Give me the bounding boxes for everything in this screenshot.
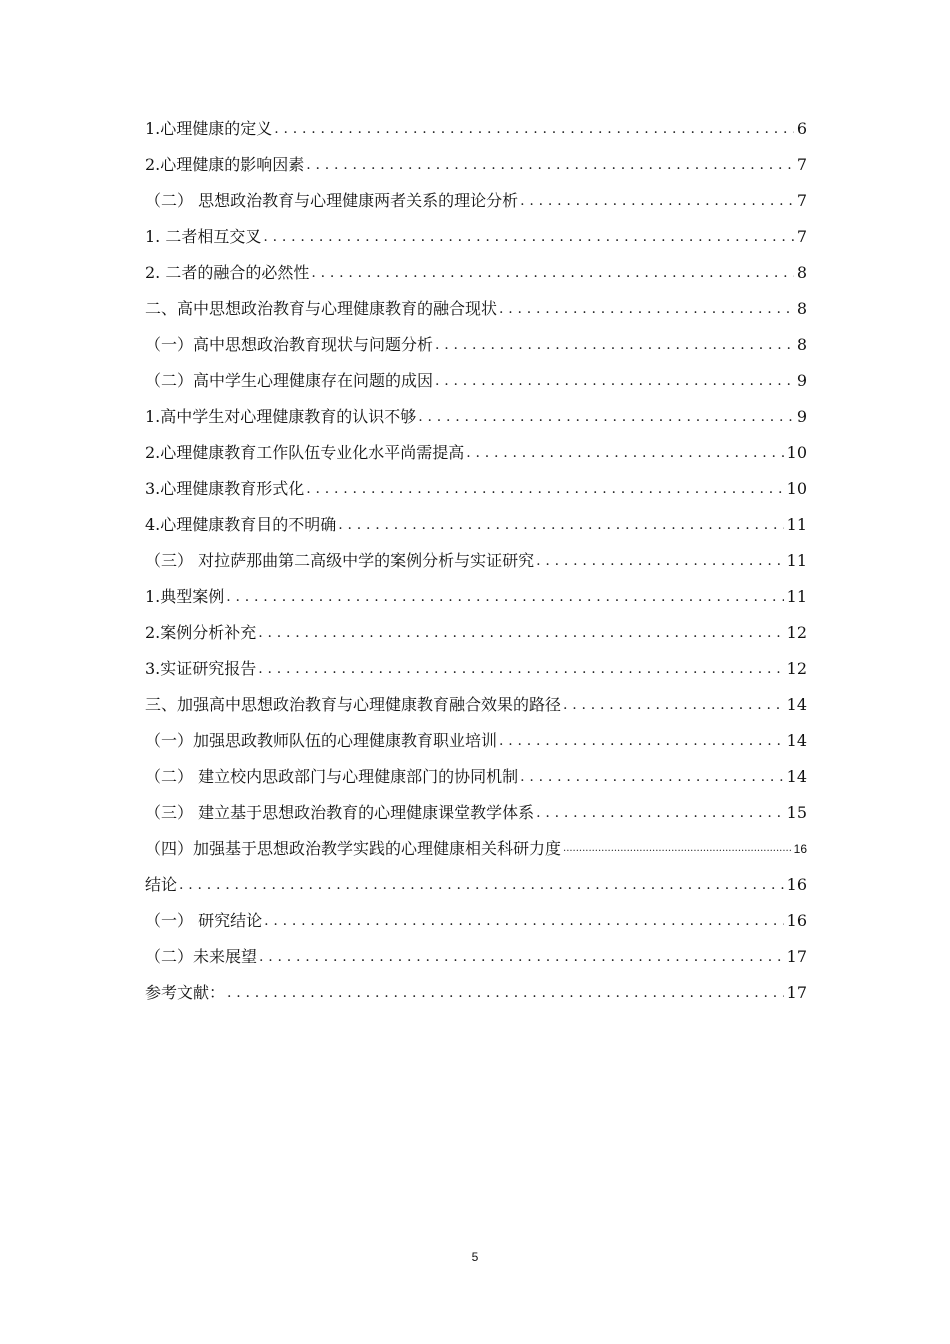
toc-leader-dots [497,299,794,319]
toc-entry-title: 2.案例分析补充 [145,623,257,642]
toc-entry[interactable] [145,760,807,796]
table-of-contents [145,112,807,1012]
toc-entry-title: （一）高中思想政治教育现状与问题分析 [145,335,434,354]
page-number: 5 [471,1250,479,1264]
toc-entry[interactable] [145,256,807,292]
toc-entry-page: 12 [786,623,807,642]
toc-entry-page: 9 [796,371,807,390]
toc-entry-title: 3.实证研究报告 [145,659,257,678]
toc-entry-page: 12 [786,659,807,678]
toc-leader-dots [561,839,791,859]
toc-entry-title: （四）加强基于思想政治教学实践的心理健康相关科研力度 [145,839,562,858]
toc-entry-page: 8 [796,335,807,354]
toc-leader-dots [464,443,783,463]
toc-entry[interactable] [145,148,807,184]
toc-entry[interactable] [145,508,807,544]
toc-entry-title: 2.心理健康的影响因素 [145,155,305,174]
toc-entry-title: 1. 二者相互交叉 [145,227,262,246]
toc-entry-title: （一）加强思政教师队伍的心理健康教育职业培训 [145,731,498,750]
toc-leader-dots [518,191,794,211]
toc-entry-title: 4.心理健康教育目的不明确 [145,515,337,534]
toc-entry-page: 14 [786,767,807,786]
toc-entry-page: 7 [796,155,807,174]
toc-leader-dots [416,407,794,427]
toc-entry-page: 6 [796,119,807,138]
toc-entry[interactable] [145,976,807,1012]
toc-leader-dots [518,767,784,787]
toc-leader-dots [257,947,784,967]
toc-entry[interactable] [145,940,807,976]
toc-entry[interactable] [145,292,807,328]
toc-entry-page: 10 [786,479,807,498]
toc-entry[interactable] [145,724,807,760]
toc-entry[interactable] [145,220,807,256]
toc-entry-title: 2. 二者的融合的必然性 [145,263,310,282]
toc-entry[interactable] [145,868,807,904]
toc-entry[interactable] [145,796,807,832]
toc-leader-dots [177,875,784,895]
toc-entry[interactable] [145,400,807,436]
toc-entry-page: 15 [786,803,807,822]
toc-leader-dots [433,371,794,391]
toc-entry-page: 14 [786,731,807,750]
toc-leader-dots [433,335,794,355]
toc-entry-title: （三） 建立基于思想政治教育的心理健康课堂教学体系 [145,803,535,822]
toc-entry-page: 11 [786,515,807,534]
toc-entry-page: 14 [786,695,807,714]
toc-leader-dots [262,911,784,931]
toc-entry-page: 11 [786,551,807,570]
toc-entry-page: 7 [796,191,807,210]
toc-leader-dots [304,155,794,175]
toc-entry[interactable] [145,580,807,616]
toc-entry-title: 二、高中思想政治教育与心理健康教育的融合现状 [145,299,498,318]
toc-leader-dots [309,263,793,283]
toc-leader-dots [497,731,784,751]
toc-entry-title: 1.心理健康的定义 [145,119,273,138]
toc-leader-dots [534,803,784,823]
toc-leader-dots [256,659,783,679]
toc-leader-dots [304,479,783,499]
toc-entry-page: 8 [796,299,807,318]
toc-entry-title: 3.心理健康教育形式化 [145,479,305,498]
toc-leader-dots [534,551,784,571]
toc-entry-title: （一） 研究结论 [145,911,263,930]
toc-entry[interactable] [145,472,807,508]
toc-leader-dots [225,983,784,1003]
toc-entry-title: 参考文献： [145,983,226,1002]
toc-entry[interactable] [145,904,807,940]
toc-entry[interactable] [145,688,807,724]
toc-entry-title: （二） 思想政治教育与心理健康两者关系的理论分析 [145,191,519,210]
toc-entry[interactable] [145,616,807,652]
toc-leader-dots [272,119,794,139]
toc-entry-title: （三） 对拉萨那曲第二高级中学的案例分析与实证研究 [145,551,535,570]
toc-entry-title: 1.高中学生对心理健康教育的认识不够 [145,407,417,426]
toc-entry-page: 16 [786,911,807,930]
toc-entry-page: 11 [786,587,807,606]
toc-entry[interactable] [145,652,807,688]
toc-entry[interactable] [145,544,807,580]
toc-entry-page: 17 [786,947,807,966]
toc-leader-dots [561,695,784,715]
toc-entry-title: （二）高中学生心理健康存在问题的成因 [145,371,434,390]
toc-entry[interactable] [145,184,807,220]
toc-entry-page: 9 [796,407,807,426]
toc-entry-page: 16 [793,842,807,856]
toc-entry-title: （二）未来展望 [145,947,258,966]
toc-entry[interactable] [145,832,807,868]
toc-leader-dots [256,623,783,643]
toc-entry[interactable] [145,328,807,364]
toc-entry-title: 1.典型案例 [145,587,225,606]
toc-entry-page: 17 [786,983,807,1002]
toc-entry-title: 结论 [145,875,178,894]
toc-entry-title: 三、加强高中思想政治教育与心理健康教育融合效果的路径 [145,695,562,714]
toc-entry-title: 2.心理健康教育工作队伍专业化水平尚需提高 [145,443,465,462]
toc-entry[interactable] [145,112,807,148]
toc-entry[interactable] [145,364,807,400]
toc-leader-dots [224,587,783,607]
toc-entry-page: 16 [786,875,807,894]
toc-entry-page: 10 [786,443,807,462]
toc-entry-title: （二） 建立校内思政部门与心理健康部门的协同机制 [145,767,519,786]
toc-leader-dots [261,227,793,247]
toc-leader-dots [336,515,783,535]
toc-entry-page: 7 [796,227,807,246]
toc-entry[interactable] [145,436,807,472]
toc-entry-page: 8 [796,263,807,282]
